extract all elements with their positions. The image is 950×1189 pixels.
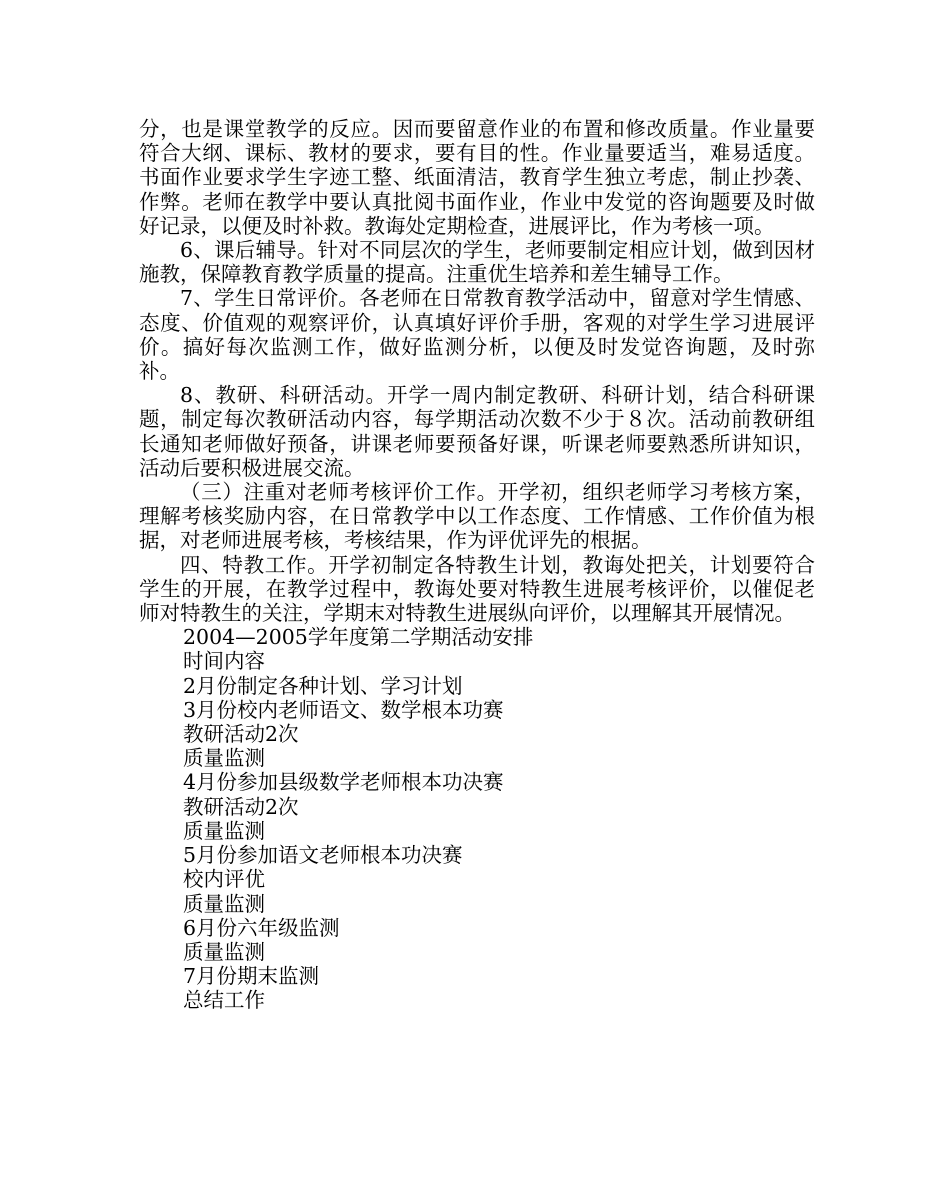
- document-page: [139, 117, 815, 1013]
- schedule-line: 校内评优: [183, 867, 265, 892]
- paragraph-student-evaluation: 7、学生日常评价。各老师在日常教育教学活动中，留意对学生情感、态度、价值观的观察评价，认真填好评价手册，客观的对学生学习进展评价。搞好每次监测工作，做好监测分析，以便及时发觉咨询题，及时弥补。: [139, 286, 815, 384]
- schedule-line: 教研活动2次: [183, 722, 299, 747]
- schedule-line: 2月份制定各种计划、学习计划: [183, 673, 463, 698]
- schedule-line: 6月份六年级监测: [183, 915, 340, 940]
- schedule-line: 质量监测: [183, 891, 265, 916]
- schedule-title: 2004—2005学年度第二学期活动安排: [183, 625, 534, 650]
- schedule-line: 3月份校内老师语文、数学根本功赛: [183, 697, 504, 722]
- schedule-line: 教研活动2次: [183, 794, 299, 819]
- activity-schedule: [139, 625, 815, 1012]
- schedule-line: 质量监测: [183, 746, 265, 771]
- paragraph-after-class-tutoring: 6、课后辅导。针对不同层次的学生，老师要制定相应计划，做到因材施教，保障教育教学质量的提高。注重优生培养和差生辅导工作。: [139, 238, 815, 287]
- schedule-line: 7月份期末监测: [183, 964, 320, 989]
- schedule-line: 质量监测: [183, 939, 265, 964]
- schedule-header: 时间内容: [183, 649, 265, 674]
- paragraph-homework: 分，也是课堂教学的反应。因而要留意作业的布置和修改质量。作业量要符合大纲、课标、教材的要求，要有目的性。作业量要适当，难易适度。书面作业要求学生字迹工整、纸面清洁，教育学生独立考虑，制止抄袭、作弊。老师在教学中要认真批阅书面作业，作业中发觉的咨询题要及时做好记录，以便及时补救。教诲处定期检查，进展评比，作为考核一项。: [139, 117, 815, 238]
- schedule-line: 质量监测: [183, 818, 265, 843]
- schedule-line: 总结工作: [183, 988, 265, 1013]
- schedule-line: 5月份参加语文老师根本功决赛: [183, 843, 463, 868]
- paragraph-research-activities: 8、教研、科研活动。开学一周内制定教研、科研计划，结合科研课题，制定每次教研活动内容，每学期活动次数不少于８次。活动前教研组长通知老师做好预备，讲课老师要预备好课，听课老师要熟悉所讲知识，活动后要积极进展交流。: [139, 383, 815, 480]
- paragraph-special-education: 四、特教工作。开学初制定各特教生计划，教诲处把关，计划要符合学生的开展，在教学过程中，教诲处要对特教生进展考核评价，以催促老师对特教生的关注，学期末对特教生进展纵向评价，以理解其开展情况。: [139, 552, 815, 626]
- schedule-line: 4月份参加县级数学老师根本功决赛: [183, 770, 504, 795]
- paragraph-teacher-assessment: （三）注重对老师考核评价工作。开学初，组织老师学习考核方案，理解考核奖励内容，在日常教学中以工作态度、工作情感、工作价值为根据，对老师进展考核，考核结果，作为评优评先的根据。: [139, 480, 815, 553]
